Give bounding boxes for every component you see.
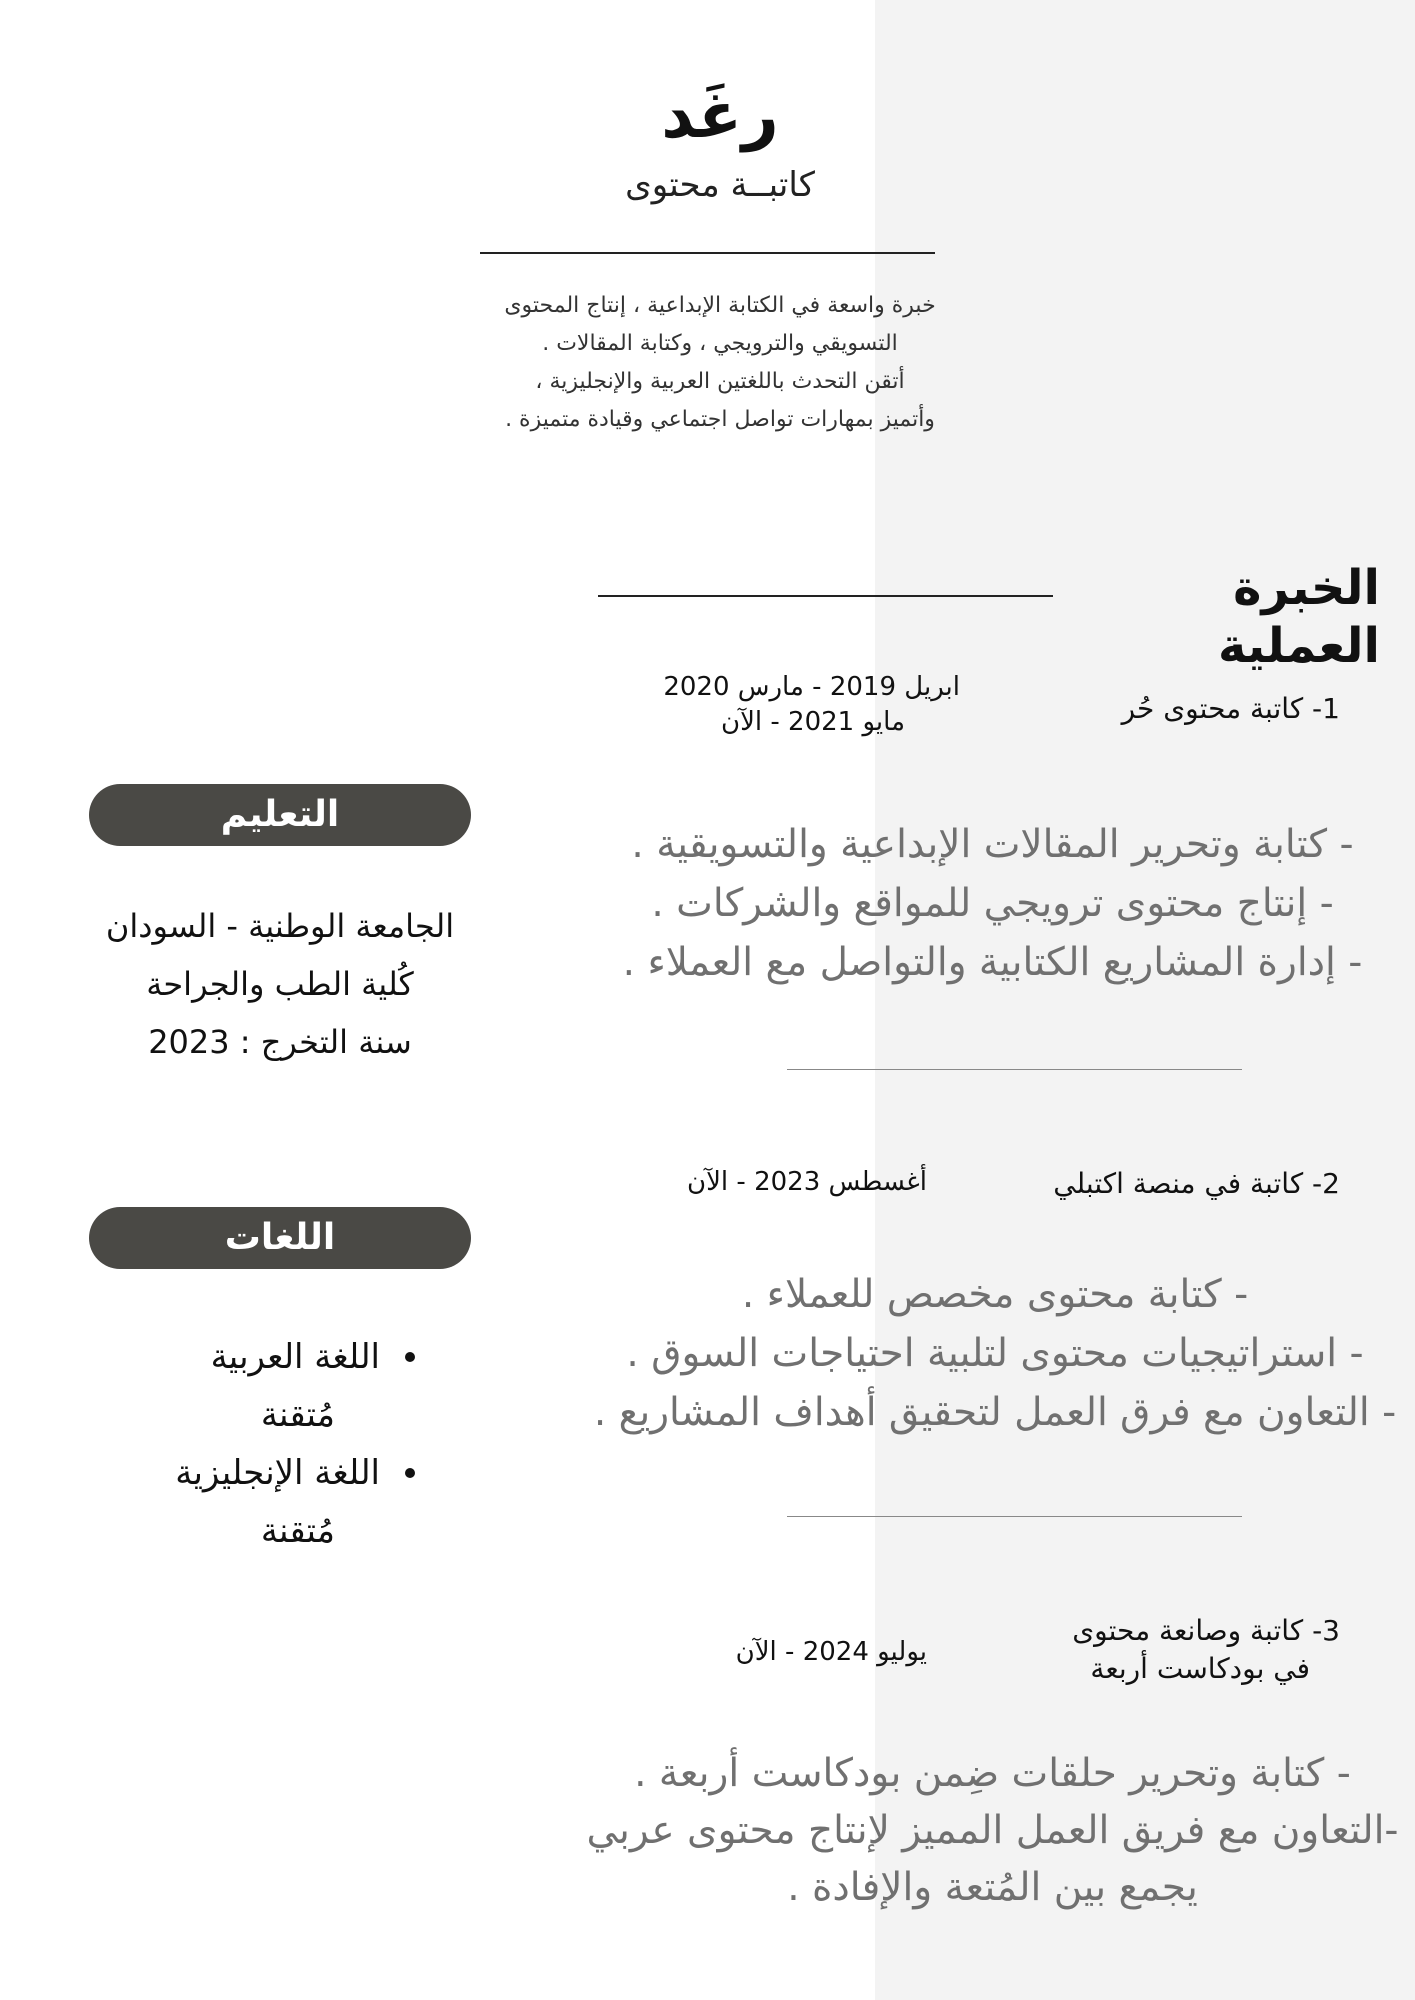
job-bullet: - كتابة محتوى مخصص للعملاء . xyxy=(741,1272,1249,1317)
education-line: الجامعة الوطنية - السودان xyxy=(105,907,455,945)
job-date-line: ابريل 2019 - مارس 2020 xyxy=(663,672,960,702)
language-name: اللغة الإنجليزية xyxy=(130,1444,420,1502)
job-bullet: - كتابة وتحرير حلقات ضِمن بودكاست أربعة . xyxy=(634,1751,1351,1796)
language-level: مُتقنة xyxy=(260,1511,335,1551)
job-bullet: - كتابة وتحرير المقالات الإبداعية والتسويقية . xyxy=(631,822,1354,867)
job-bullets-3 xyxy=(580,1745,1405,1916)
education-details xyxy=(95,897,465,1071)
summary-block xyxy=(460,287,980,439)
languages-heading-pill: اللغات xyxy=(89,1207,471,1269)
summary-line: التسويقي والترويجي ، وكتابة المقالات . xyxy=(542,331,898,356)
job-date-line: مايو 2021 - الآن xyxy=(720,707,905,738)
job-divider-1 xyxy=(787,1069,1242,1070)
job-dates-3 xyxy=(687,1635,927,1670)
job-bullet: - التعاون مع فرق العمل لتحقيق أهداف المشاريع . xyxy=(593,1390,1397,1435)
summary-line: وأتميز بمهارات تواصل اجتماعي وقيادة متميزة . xyxy=(505,407,935,432)
job-title-line: في بودكاست أربعة xyxy=(1090,1651,1310,1685)
job-bullet: -التعاون مع فريق العمل المميز لإنتاج محتوى عربي xyxy=(586,1808,1399,1853)
job-title-line: 3- كاتبة وصانعة محتوى xyxy=(1072,1614,1340,1647)
job-date-line: يوليو 2024 - الآن xyxy=(735,1637,927,1667)
job-title: كاتبــة محتوى xyxy=(625,165,815,205)
job-bullet: - استراتيجيات محتوى لتلبية احتياجات السوق . xyxy=(626,1331,1364,1376)
education-line: كُلية الطب والجراحة xyxy=(146,965,414,1003)
job-title-3 xyxy=(1030,1612,1340,1688)
language-level: مُتقنة xyxy=(260,1395,335,1435)
header-divider xyxy=(480,252,935,254)
education-line: سنة التخرج : 2023 xyxy=(148,1023,412,1061)
job-bullet: - إنتاج محتوى ترويجي للمواقع والشركات . xyxy=(651,881,1334,926)
job-bullets-2 xyxy=(585,1265,1405,1442)
job-divider-2 xyxy=(787,1516,1242,1517)
job-title-2: 2- كاتبة في منصة اكتبلي xyxy=(1053,1167,1340,1200)
languages-list xyxy=(130,1328,420,1560)
job-bullets-1 xyxy=(580,815,1405,992)
person-name: رغَد xyxy=(661,79,779,153)
job-dates-2 xyxy=(647,1165,927,1200)
job-title-1: 1- كاتبة محتوى حُر xyxy=(1121,692,1340,725)
job-bullet: يجمع بين المُتعة والإفادة . xyxy=(787,1865,1198,1910)
job-bullet: - إدارة المشاريع الكتابية والتواصل مع العملاء . xyxy=(622,940,1363,985)
experience-heading: الخبرة العملية xyxy=(1217,560,1380,674)
summary-line: أتقن التحدث باللغتين العربية والإنجليزية ، xyxy=(535,369,905,394)
education-heading-pill: التعليم xyxy=(89,784,471,846)
job-date-line: أغسطس 2023 - الآن xyxy=(687,1167,927,1197)
summary-line: خبرة واسعة في الكتابة الإبداعية ، إنتاج المحتوى xyxy=(504,293,936,318)
job-dates-1 xyxy=(630,670,960,740)
language-name: اللغة العربية xyxy=(130,1328,420,1386)
experience-heading-divider xyxy=(598,595,1053,597)
